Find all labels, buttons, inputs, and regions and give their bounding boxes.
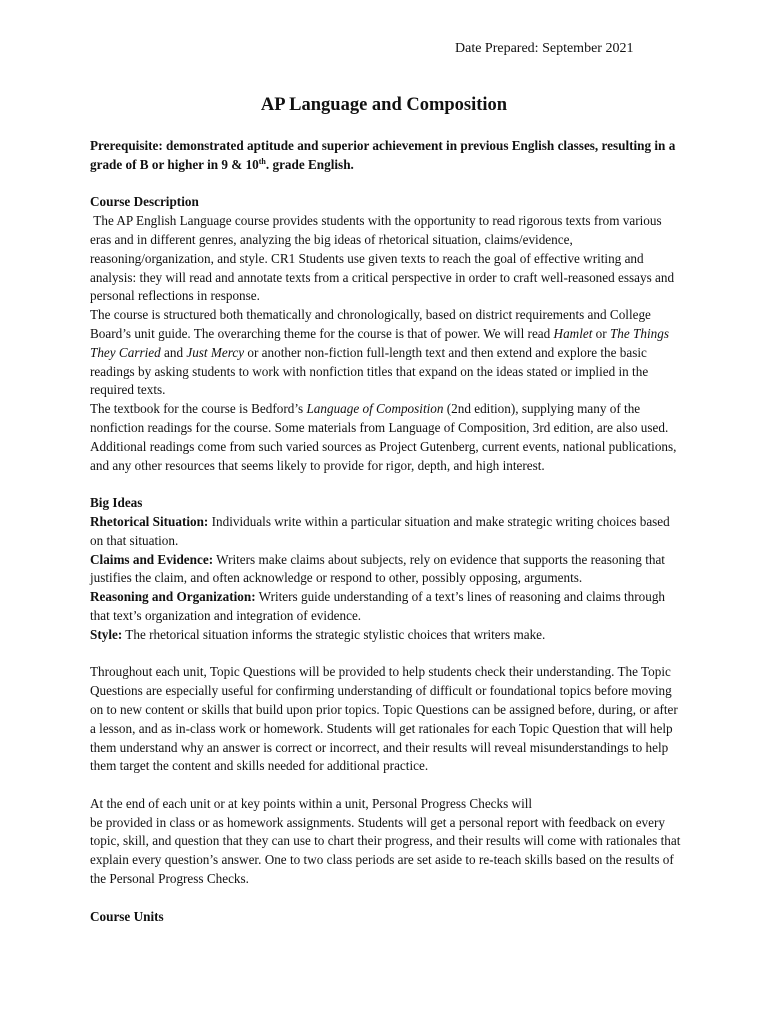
big-ideas-heading: Big Ideas [90,495,143,511]
course-description-paragraph-3 [90,400,682,475]
text-run: and [160,344,187,360]
text-run: (2nd edition), supplying many of the nonfiction readings for the course. Some materials from Language of Composition, 3rd edition, are also used. Additional readings come from such varied sources as Project Gutenberg, current events, national publications, and any other resources that seems likely to provide for rigor, depth, and high interest. [90,401,677,473]
prerequisite-text-end: . grade English. [265,156,354,172]
big-idea-term: Rhetorical Situation: [90,513,209,529]
course-description-paragraph-2 [90,306,682,400]
big-idea-term: Claims and Evidence: [90,551,214,567]
big-idea-text: The rhetorical situation informs the strategic stylistic choices that writers make. [122,626,546,642]
text-run: The textbook for the course is Bedford’s [90,401,307,417]
topic-questions-paragraph: Throughout each unit, Topic Questions will be provided to help students check their understanding. The Topic Questions are especially useful for confirming understanding of difficult or foundational topics before moving on to new content or skills that build upon prior topics. Topic Questions can be assigned before, during, or after a lesson, and as in-class work or homework. Students will get rationales for each Topic Question that will help them understand why an answer is correct or incorrect, and their results will reveal misunderstandings to help them target the content and skills needed for additional practice. [90,664,678,774]
title-just-mercy: Just Mercy [186,344,245,360]
progress-checks-paragraph: be provided in class or as homework assignments. Students will get a personal report with feedback on every topic, skill, and question that they can use to chart their progress, and their results will come with rationales that explain every question’s answer. One to two class periods are set aside to re-teach skills based on the results of the Personal Progress Checks. [90,814,681,887]
big-idea-term: Style: [90,626,123,642]
big-idea-text: Writers guide understanding of a text’s lines of reasoning and claims through that text’s organization and integration of evidence. [90,589,666,623]
big-idea-style [90,626,682,645]
text-run: The course is structured both thematically and chronologically, based on district requirements and College Board’s unit guide. The overarching theme for the course is that of power. We will read [90,307,651,341]
document-body [90,137,682,926]
text-run: or [592,325,610,341]
title-hamlet: Hamlet [553,325,593,341]
date-prepared: Date Prepared: September 2021 [455,41,634,56]
big-idea-reasoning-organization [90,588,682,626]
course-description-heading: Course Description [90,194,199,210]
title-things-they-carried: The Things They Carried [90,325,669,360]
big-idea-rhetorical-situation [90,513,682,551]
title-language-of-composition: Language of Composition [306,401,444,417]
prerequisite-paragraph [90,137,682,175]
course-units-heading: Course Units [90,908,164,924]
big-idea-claims-evidence [90,551,682,589]
course-description-paragraph-1: The AP English Language course provides students with the opportunity to read rigorous texts from various eras and in different genres, analyzing the big ideas of rhetorical situation, claims/evidence, reasoning/organization, and style. CR1 Students use given texts to reach the goal of effective writing and analysis: they will read and annotate texts from a critical perspective in order to craft well-reasoned essays and personal reflections in response. [90,213,678,304]
progress-checks-line-1: At the end of each unit or at key points within a unit, Personal Progress Checks will [90,795,533,811]
prerequisite-superscript: th [258,156,266,166]
text-run: or another non-fiction full-length text and then extend and explore the basic readings by asking students to work with nonfiction titles that expand on the ideas stated or implied in the required texts. [90,344,649,398]
big-idea-text: Individuals write within a particular situation and make strategic writing choices based on that situation. [90,513,670,548]
big-idea-text: Writers make claims about subjects, rely on evidence that supports the reasoning that justifies the claim, and often acknowledge or respond to other, possibly opposing, arguments. [90,551,665,586]
big-idea-term: Reasoning and Organization: [90,589,256,605]
prerequisite-text: Prerequisite: demonstrated aptitude and superior achievement in previous English classes, resulting in a grade of B or higher in 9 & 10 [90,138,676,172]
document-title: AP Language and Composition [260,95,508,115]
